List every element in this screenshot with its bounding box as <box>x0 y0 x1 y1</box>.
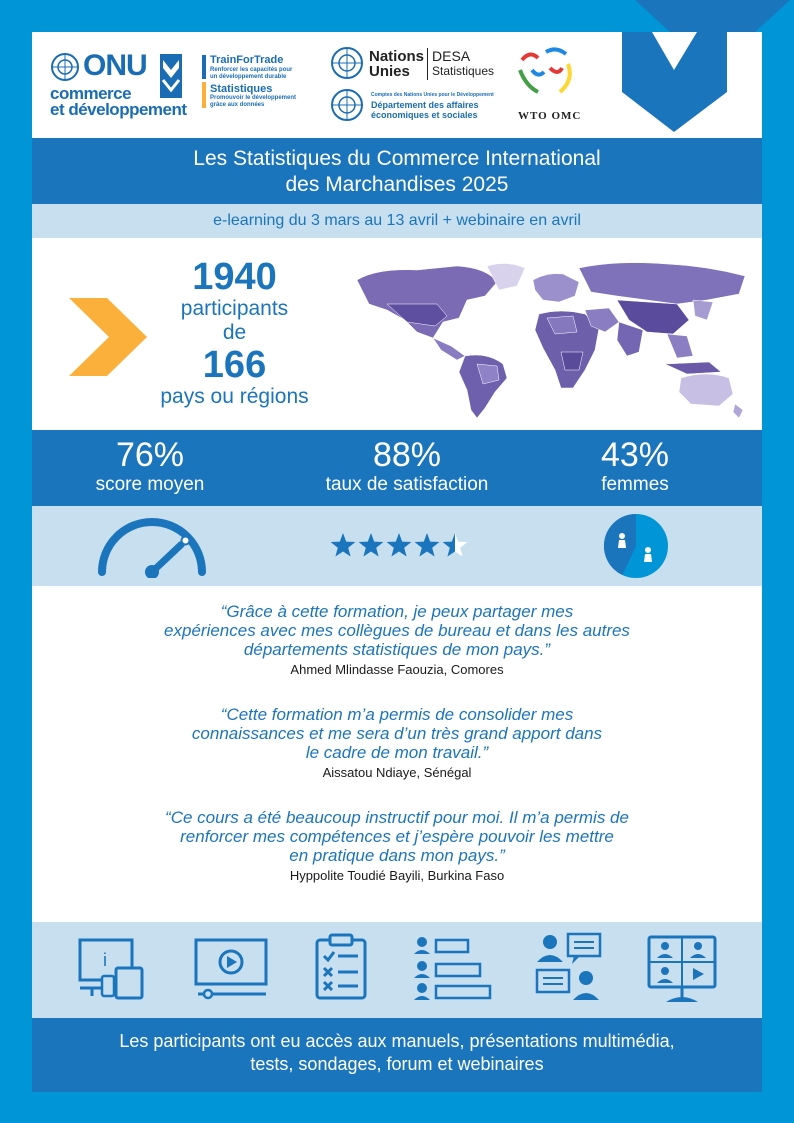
page-title-line1: Les Statistiques du Commerce International <box>193 147 601 170</box>
nations-line1: Nations <box>369 48 425 65</box>
kpi-band <box>32 430 762 506</box>
quote-line: “Grâce à cette formation, je peux partager mes <box>220 602 574 621</box>
stat-bar <box>202 82 206 108</box>
departement-small: Comptes des Nations Unies pour le Développement <box>371 92 494 98</box>
kpi-score-label: score moyen <box>95 474 205 495</box>
chevron-down-decoration <box>635 0 790 32</box>
header-logos <box>32 32 762 137</box>
testimonial <box>32 602 762 679</box>
un-emblem-icon <box>330 88 364 122</box>
quiz-checklist-icon <box>314 932 368 1000</box>
star-icon <box>387 533 412 557</box>
svg-text:i: i <box>103 950 107 970</box>
quote-line: départements statistiques de mon pays.” <box>243 640 551 659</box>
desa-sub: Statistiques <box>432 64 495 78</box>
wto-logo-icon <box>516 46 576 104</box>
testimonials <box>32 602 762 911</box>
women-share-pie <box>602 512 670 580</box>
trainfortrade-subtitle <box>210 67 292 81</box>
footer-line2: tests, sondages, forum et webinaires <box>250 1054 544 1074</box>
quote-line: connaissances et me sera d’un très grand apport dans <box>191 724 603 743</box>
chevron-down-decoration <box>622 32 727 132</box>
departement-line2: économiques et sociales <box>371 110 478 120</box>
quote-line: expériences avec mes collègues de bureau et dans les autres <box>164 621 630 640</box>
statistiques-subtitle <box>210 95 296 109</box>
quote-line: renforcer mes compétences et j’espère pouvoir les mettre <box>180 827 614 846</box>
quote-line: en pratique dans mon pays.” <box>289 846 505 865</box>
stat-sub-line1: Promouvoir le développement <box>210 95 297 101</box>
testimonial <box>32 705 762 782</box>
statistiques-title: Statistiques <box>210 83 273 95</box>
title-band <box>32 138 762 204</box>
onu-logo-line1: commerce <box>50 84 132 103</box>
footer-line1: Les participants ont eu accès aux manuels, présentations multimédia, <box>119 1031 675 1051</box>
page-title-line2: des Marchandises 2025 <box>285 173 509 196</box>
testimonial <box>32 808 762 885</box>
survey-ranking-icon <box>412 934 492 1002</box>
kpi-satisfaction-value: 88% <box>372 436 442 474</box>
star-rating <box>330 532 480 560</box>
participants-count: 1940 <box>192 256 277 298</box>
quote-author: Aissatou Ndiaye, Sénégal <box>322 765 472 780</box>
tft-sub-line2: un développement durable <box>210 74 287 80</box>
woman-icon <box>618 533 626 548</box>
course-dates: e-learning du 3 mars au 13 avril + webinaire en avril <box>32 204 762 238</box>
star-icon <box>331 533 356 557</box>
kpi-visuals <box>32 506 762 586</box>
wto-label: WTO OMC <box>518 110 582 122</box>
nations-line2: Unies <box>369 63 410 80</box>
un-emblem-icon <box>50 52 80 82</box>
quote-line: “Ce cours a été beaucoup instructif pour moi. Il m’a permis de <box>165 808 629 827</box>
quote-line: le cadre de mon travail.” <box>305 743 489 762</box>
departement-line1: Département des affaires <box>371 100 479 110</box>
kpi-women-value: 43% <box>600 436 670 474</box>
world-map <box>347 260 751 420</box>
footer-band <box>32 1018 762 1092</box>
desa-label: DESA <box>432 48 471 64</box>
resources-icons <box>32 922 762 1018</box>
gauge-icon <box>94 514 210 578</box>
participants-label: participants <box>180 297 289 320</box>
forum-discussion-icon <box>534 932 604 1004</box>
info-devices-icon <box>78 938 146 1000</box>
quote-author: Hyppolite Toudié Bayili, Burkina Faso <box>289 868 505 883</box>
unctad-mark-icon <box>160 54 182 98</box>
participants-stats <box>137 257 332 409</box>
countries-count: 166 <box>202 344 267 386</box>
onu-logo-line2: et développement <box>50 100 187 119</box>
tft-sub-line1: Renforcer les capacités pour <box>210 67 293 73</box>
kpi-score <box>80 436 220 496</box>
participants-connector: de <box>222 321 247 344</box>
webinar-icon <box>646 934 718 1006</box>
video-player-icon <box>194 938 268 1000</box>
kpi-women-label: femmes <box>601 474 669 495</box>
countries-label: pays ou régions <box>160 385 309 408</box>
onu-logo-word: ONU <box>83 49 147 82</box>
kpi-women <box>580 436 690 496</box>
infographic-poster <box>32 32 762 1092</box>
kpi-satisfaction-label: taux de satisfaction <box>325 474 489 495</box>
kpi-satisfaction <box>292 436 522 496</box>
star-icon <box>415 533 440 557</box>
man-icon <box>644 547 652 562</box>
quote-line: “Cette formation m’a permis de consolider mes <box>220 705 574 724</box>
un-emblem-icon <box>330 46 364 80</box>
kpi-score-value: 76% <box>115 436 185 474</box>
quote-author: Ahmed Mlindasse Faouzia, Comores <box>290 662 504 677</box>
stat-sub-line2: grâce aux données <box>210 102 265 108</box>
star-icon <box>443 533 468 557</box>
trainfortrade-title: TrainForTrade <box>210 54 284 66</box>
star-icon <box>359 533 384 557</box>
desa-divider <box>427 48 428 80</box>
gauge-knob <box>182 537 190 545</box>
tft-bar <box>202 55 206 79</box>
